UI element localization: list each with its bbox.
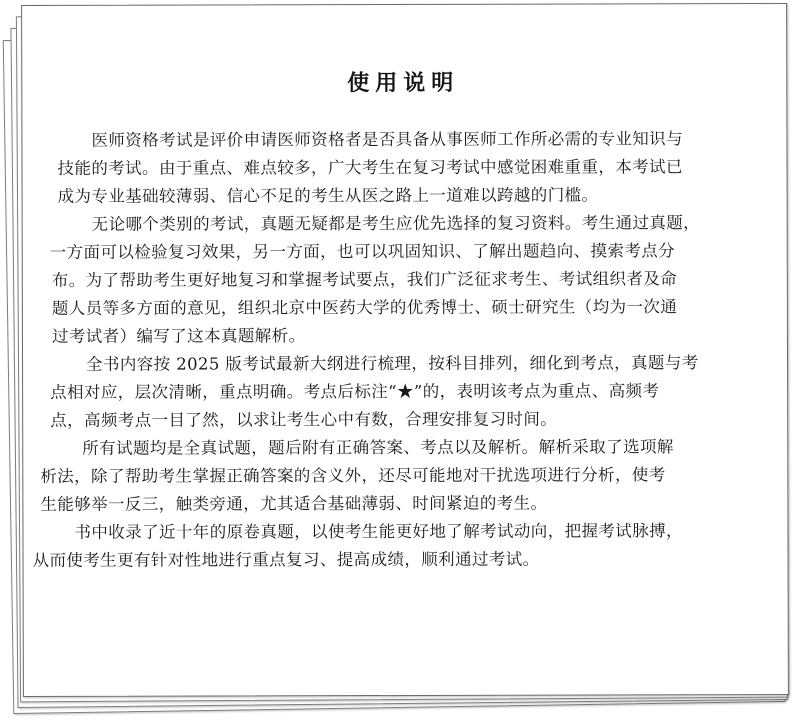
text-line: 医师资格考试是评价申请医师资格者是否具备从事医师工作所必需的专业知识与 — [91, 129, 683, 150]
text-line: 书中收录了近十年的原卷真题，以使考生能更好地了解考试动向，把握考试脉搏， — [74, 521, 683, 542]
document-page — [21, 3, 787, 695]
text-line: 点，高频考点一目了然，以求让考生心中有数，合理安排复习时间。 — [50, 409, 558, 430]
text-line: 析法，除了帮助考生掌握正确答案的含义外，还尽可能地对干扰选项进行分析，使考 — [40, 465, 666, 486]
text-line: 技能的考试。由于重点、难点较多，广大考生在复习考试中感觉困难重重，本考试已 — [57, 157, 683, 178]
text-line: 布。为了帮助考生更好地复习和掌握考试要点，我们广泛征求考生、考试组织者及命 — [51, 269, 678, 290]
text-line: 过考试者）编写了这本真题解析。 — [51, 326, 306, 346]
text-line: 全书内容按 2025 版考试最新大纲进行梳理，按科目排列，细化到考点，真题与考 — [86, 353, 699, 374]
text-line: 成为专业基础较薄弱、信心不足的考生从医之路上一道难以跨越的门槛。 — [57, 185, 599, 206]
text-line: 点相对应，层次清晰，重点明确。考点后标注“★”的，表明该考点为重点、高频考 — [50, 381, 660, 402]
text-line: 题人员等多方面的意见，组织北京中医药大学的优秀博士、硕士研究生（均为一次通 — [51, 297, 678, 318]
text-line: 一方面可以检验复习效果，另一方面，也可以巩固知识、了解出题趋向、摸索考点分 — [49, 241, 676, 262]
text-line: 从而使考生更有针对性地进行重点复习、提高成绩，顺利通过考试。 — [32, 549, 540, 570]
text-line: 生能够举一反三，触类旁通，尤其适合基础薄弱、时间紧迫的考生。 — [40, 493, 548, 514]
text-line: 无论哪个类别的考试，真题无疑都是考生应优先选择的复习资料。考生通过真题， — [91, 213, 701, 234]
page-title: 使用说明 — [347, 69, 460, 97]
text-line: 所有试题均是全真试题，题后附有正确答案、考点以及解析。解析采取了选项解 — [82, 437, 674, 458]
